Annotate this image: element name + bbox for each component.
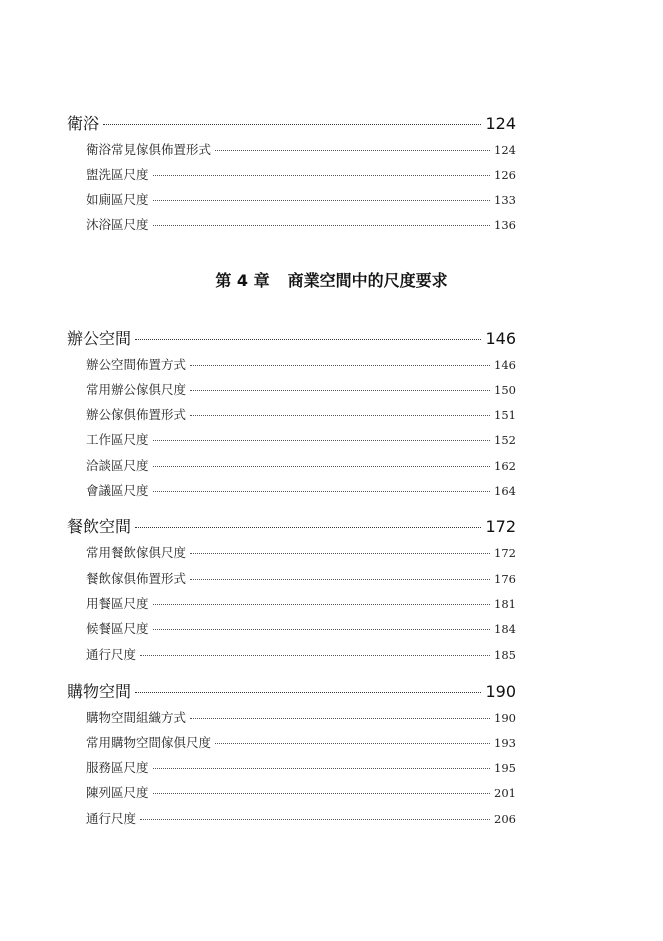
toc-entry[interactable] <box>86 758 516 776</box>
entry-title: 常用購物空間傢俱尺度 <box>86 735 212 750</box>
entry-page-number: 206 <box>494 812 516 826</box>
toc-entry[interactable] <box>86 543 516 561</box>
dot-leader <box>103 124 481 125</box>
entry-title: 服務區尺度 <box>86 760 149 775</box>
dot-leader <box>153 793 491 794</box>
toc-entry[interactable] <box>86 165 516 183</box>
entry-title: 候餐區尺度 <box>86 621 149 636</box>
entry-page-number: 181 <box>494 597 516 611</box>
entry-title: 用餐區尺度 <box>86 596 149 611</box>
dot-leader <box>153 768 491 769</box>
entry-page-number: 162 <box>494 459 516 473</box>
dot-leader <box>190 365 490 366</box>
entry-page-number: 190 <box>494 711 516 725</box>
entry-title: 通行尺度 <box>86 647 137 662</box>
toc-entry[interactable] <box>86 380 516 398</box>
chapter-heading <box>0 268 663 291</box>
entry-page-number: 133 <box>494 193 516 207</box>
dot-leader <box>190 390 490 391</box>
toc-entry[interactable] <box>86 405 516 423</box>
entry-page-number: 193 <box>494 736 516 750</box>
dot-leader <box>215 150 490 151</box>
toc-entry[interactable] <box>86 733 516 751</box>
toc-entry[interactable] <box>86 569 516 587</box>
toc-entry[interactable] <box>86 430 516 448</box>
section-page-number: 124 <box>485 114 516 133</box>
toc-entry[interactable] <box>86 456 516 474</box>
entry-page-number: 151 <box>494 408 516 422</box>
chapter-number: 第 4 章 <box>215 271 270 290</box>
dot-leader <box>153 225 491 226</box>
dot-leader <box>135 527 481 528</box>
dot-leader <box>153 175 491 176</box>
dot-leader <box>190 579 490 580</box>
entry-title: 會議區尺度 <box>86 483 149 498</box>
toc-entry[interactable] <box>86 708 516 726</box>
toc-entry[interactable] <box>86 645 516 663</box>
entry-title: 如廁區尺度 <box>86 192 149 207</box>
dot-leader <box>190 718 490 719</box>
entry-page-number: 172 <box>494 546 516 560</box>
entry-page-number: 152 <box>494 433 516 447</box>
entry-page-number: 184 <box>494 622 516 636</box>
entry-title: 辦公空間佈置方式 <box>86 357 187 372</box>
entry-title: 工作區尺度 <box>86 432 149 447</box>
section-title: 購物空間 <box>67 682 132 701</box>
dot-leader <box>153 440 491 441</box>
entry-page-number: 150 <box>494 383 516 397</box>
toc-entry[interactable] <box>86 594 516 612</box>
entry-title: 常用辦公傢俱尺度 <box>86 382 187 397</box>
section-title: 餐飲空間 <box>67 517 132 536</box>
dot-leader <box>190 415 490 416</box>
toc-entry[interactable] <box>86 783 516 801</box>
entry-title: 常用餐飲傢俱尺度 <box>86 545 187 560</box>
dot-leader <box>135 339 481 340</box>
dot-leader <box>153 604 491 605</box>
toc-entry[interactable] <box>86 481 516 499</box>
entry-title: 購物空間組織方式 <box>86 710 187 725</box>
toc-entry[interactable] <box>86 140 516 158</box>
dot-leader <box>153 491 491 492</box>
toc-entry[interactable] <box>86 809 516 827</box>
section-page-number: 146 <box>485 329 516 348</box>
toc-section-dining[interactable] <box>67 514 516 537</box>
entry-page-number: 185 <box>494 648 516 662</box>
section-page-number: 172 <box>485 517 516 536</box>
toc-section-bathroom[interactable] <box>67 111 516 134</box>
entry-page-number: 146 <box>494 358 516 372</box>
entry-title: 辦公傢俱佈置形式 <box>86 407 187 422</box>
entry-title: 衛浴常見傢俱佈置形式 <box>86 142 212 157</box>
dot-leader <box>190 553 490 554</box>
toc-section-shopping[interactable] <box>67 679 516 702</box>
toc-entry[interactable] <box>86 619 516 637</box>
entry-page-number: 176 <box>494 572 516 586</box>
dot-leader <box>140 819 490 820</box>
toc-entry[interactable] <box>86 215 516 233</box>
chapter-title: 商業空間中的尺度要求 <box>287 271 448 290</box>
entry-page-number: 195 <box>494 761 516 775</box>
dot-leader <box>153 629 491 630</box>
section-title: 辦公空間 <box>67 329 132 348</box>
dot-leader <box>140 655 490 656</box>
entry-page-number: 126 <box>494 168 516 182</box>
entry-title: 洽談區尺度 <box>86 458 149 473</box>
dot-leader <box>215 743 490 744</box>
section-page-number: 190 <box>485 682 516 701</box>
entry-page-number: 164 <box>494 484 516 498</box>
dot-leader <box>153 200 491 201</box>
entry-title: 盥洗區尺度 <box>86 167 149 182</box>
toc-section-office[interactable] <box>67 326 516 349</box>
dot-leader <box>153 466 491 467</box>
toc-entry[interactable] <box>86 190 516 208</box>
entry-page-number: 136 <box>494 218 516 232</box>
entry-title: 通行尺度 <box>86 811 137 826</box>
entry-page-number: 124 <box>494 143 516 157</box>
entry-page-number: 201 <box>494 786 516 800</box>
section-title: 衛浴 <box>67 114 100 133</box>
dot-leader <box>135 692 481 693</box>
entry-title: 沐浴區尺度 <box>86 217 149 232</box>
entry-title: 陳列區尺度 <box>86 785 149 800</box>
entry-title: 餐飲傢俱佈置形式 <box>86 571 187 586</box>
toc-entry[interactable] <box>86 355 516 373</box>
